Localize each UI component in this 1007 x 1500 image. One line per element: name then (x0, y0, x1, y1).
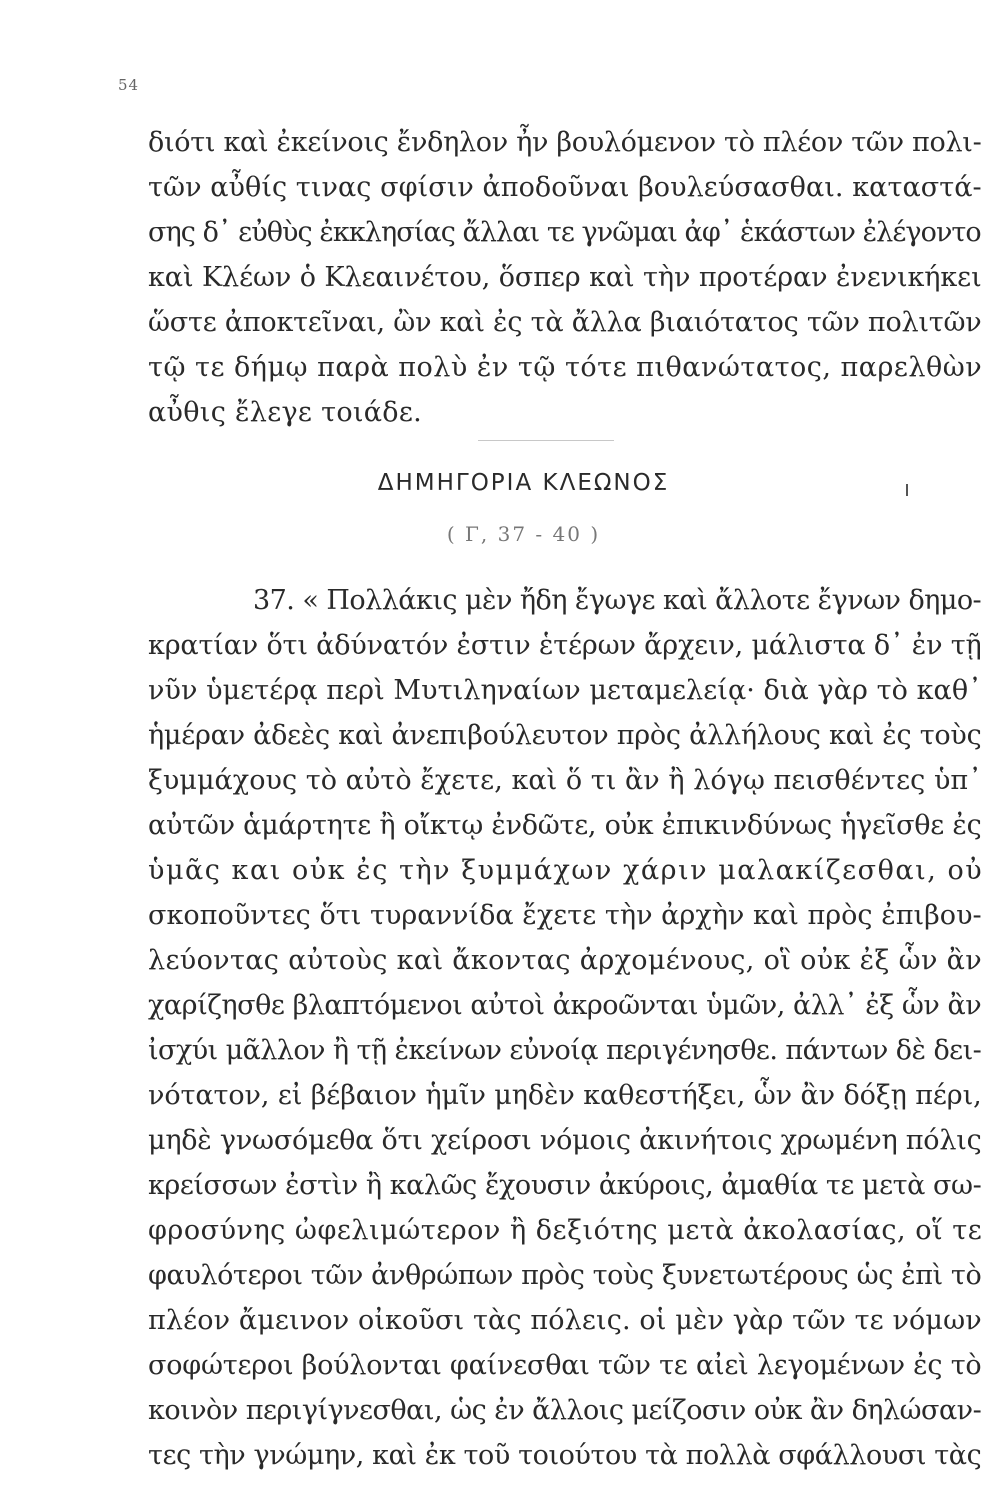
text-line: λεύοντας αὐτοὺς καὶ ἄκοντας ἀρχομένους, οἳ οὐκ ἐξ ὧν ἂν (148, 945, 983, 976)
text-line: σης δ᾽ εὐθὺς ἐκκλησίας ἄλλαι τε γνῶμαι ἀφ᾽ ἑκάστων ἐλέγοντο (148, 217, 981, 248)
text-line: ξυμμάχους τὸ αὐτὸ ἔχετε, καὶ ὅ τι ἂν ἢ λόγῳ πεισθέντες ὑπ᾽ (148, 765, 982, 796)
section-reference (0, 522, 1007, 546)
text-line: τῷ τε δήμῳ παρὰ πολὺ ἐν τῷ τότε πιθανώτατος, παρελθὼν (148, 352, 983, 383)
text-line: σκοποῦντες ὅτι τυραννίδα ἔχετε τὴν ἀρχὴν καὶ πρὸς ἐπιβου- (148, 900, 982, 931)
text-line: κοινὸν περιγίγνεσθαι, ὡς ἐν ἄλλοις μείζοσιν οὐκ ἂν δηλώσαν- (148, 1395, 982, 1426)
text-line: νῦν ὑμετέρᾳ περὶ Μυτιληναίων μεταμελείᾳ· διὰ γὰρ τὸ καθ᾽ (148, 675, 982, 706)
section-heading (0, 470, 1007, 496)
text-line: νότατον, εἰ βέβαιον ἡμῖν μηδὲν καθεστήξει, ὧν ἂν δόξῃ πέρι, (148, 1080, 982, 1111)
text-line: 37. « Πολλάκις μὲν ἤδη ἔγωγε καὶ ἄλλοτε ἔγνων δημο- (253, 585, 982, 616)
text-line: ὥστε ἀποκτεῖναι, ὢν καὶ ἐς τὰ ἄλλα βιαιότατος τῶν πολιτῶν (148, 307, 982, 338)
text-line: μηδὲ γνωσόμεθα ὅτι χείροσι νόμοις ἀκινήτοις χρωμένη πόλις (148, 1125, 982, 1156)
text-line: αὐτῶν ἁμάρτητε ἢ οἴκτῳ ἐνδῶτε, οὐκ ἐπικινδύνως ἡγεῖσθε ἐς (148, 810, 982, 841)
text-line: ἡμέραν ἀδεὲς καὶ ἀνεπιβούλευτον πρὸς ἀλλήλους καὶ ἐς τοὺς (148, 720, 982, 751)
page-number: 54 (118, 76, 140, 94)
text-line: τῶν αὖθίς τινας σφίσιν ἀποδοῦναι βουλεύσασθαι. καταστά- (148, 172, 982, 203)
text-line: ὑμᾶς και οὐκ ἐς τὴν ξυμμάχων χάριν μαλακίζεσθαι, οὐ (148, 855, 984, 886)
text-line: καὶ Κλέων ὁ Κλεαινέτου, ὅσπερ καὶ τὴν προτέραν ἐνενικήκει (148, 262, 982, 293)
text-line: σοφώτεροι βούλονται φαίνεσθαι τῶν τε αἰεὶ λεγομένων ἐς τὸ (148, 1350, 982, 1381)
text-line: αὖθις ἔλεγε τοιάδε. (148, 397, 423, 428)
print-mark (906, 484, 908, 496)
section-divider (478, 440, 614, 441)
text-line: κρείσσων ἐστὶν ἢ καλῶς ἔχουσιν ἀκύροις, ἀμαθία τε μετὰ σω- (148, 1170, 982, 1201)
text-line: φαυλότεροι τῶν ἀνθρώπων πρὸς τοὺς ξυνετωτέρους ὡς ἐπὶ τὸ (148, 1260, 982, 1291)
text-line: τες τὴν γνώμην, καὶ ἐκ τοῦ τοιούτου τὰ πολλὰ σφάλλουσι τὰς (148, 1440, 982, 1471)
paragraph-speech (148, 578, 982, 1478)
text-line: διότι καὶ ἐκείνοις ἔνδηλον ἦν βουλόμενον τὸ πλέον τῶν πολι- (148, 127, 982, 158)
paragraph-narrative (148, 120, 982, 435)
text-line: φροσύνης ὠφελιμώτερον ἢ δεξιότης μετὰ ἀκολασίας, οἵ τε (148, 1215, 983, 1246)
reference-text: ( Γ, 37 - 40 ) (446, 522, 601, 546)
text-line: χαρίζησθε βλαπτόμενοι αὐτοὶ ἀκροῶνται ὑμῶν, ἀλλ᾽ ἐξ ὧν ἂν (148, 990, 982, 1021)
text-line: κρατίαν ὅτι ἀδύνατόν ἐστιν ἑτέρων ἄρχειν, μάλιστα δ᾽ ἐν τῇ (148, 630, 982, 661)
heading-text: ΔΗΜΗΓΟΡΙΑ ΚΛΕΩΝΟΣ (377, 470, 670, 496)
text-line: ἰσχύι μᾶλλον ἢ τῇ ἐκείνων εὐνοίᾳ περιγένησθε. πάντων δὲ δει- (148, 1035, 982, 1066)
text-line: πλέον ἄμεινον οἰκοῦσι τὰς πόλεις. οἱ μὲν γὰρ τῶν τε νόμων (148, 1305, 982, 1336)
